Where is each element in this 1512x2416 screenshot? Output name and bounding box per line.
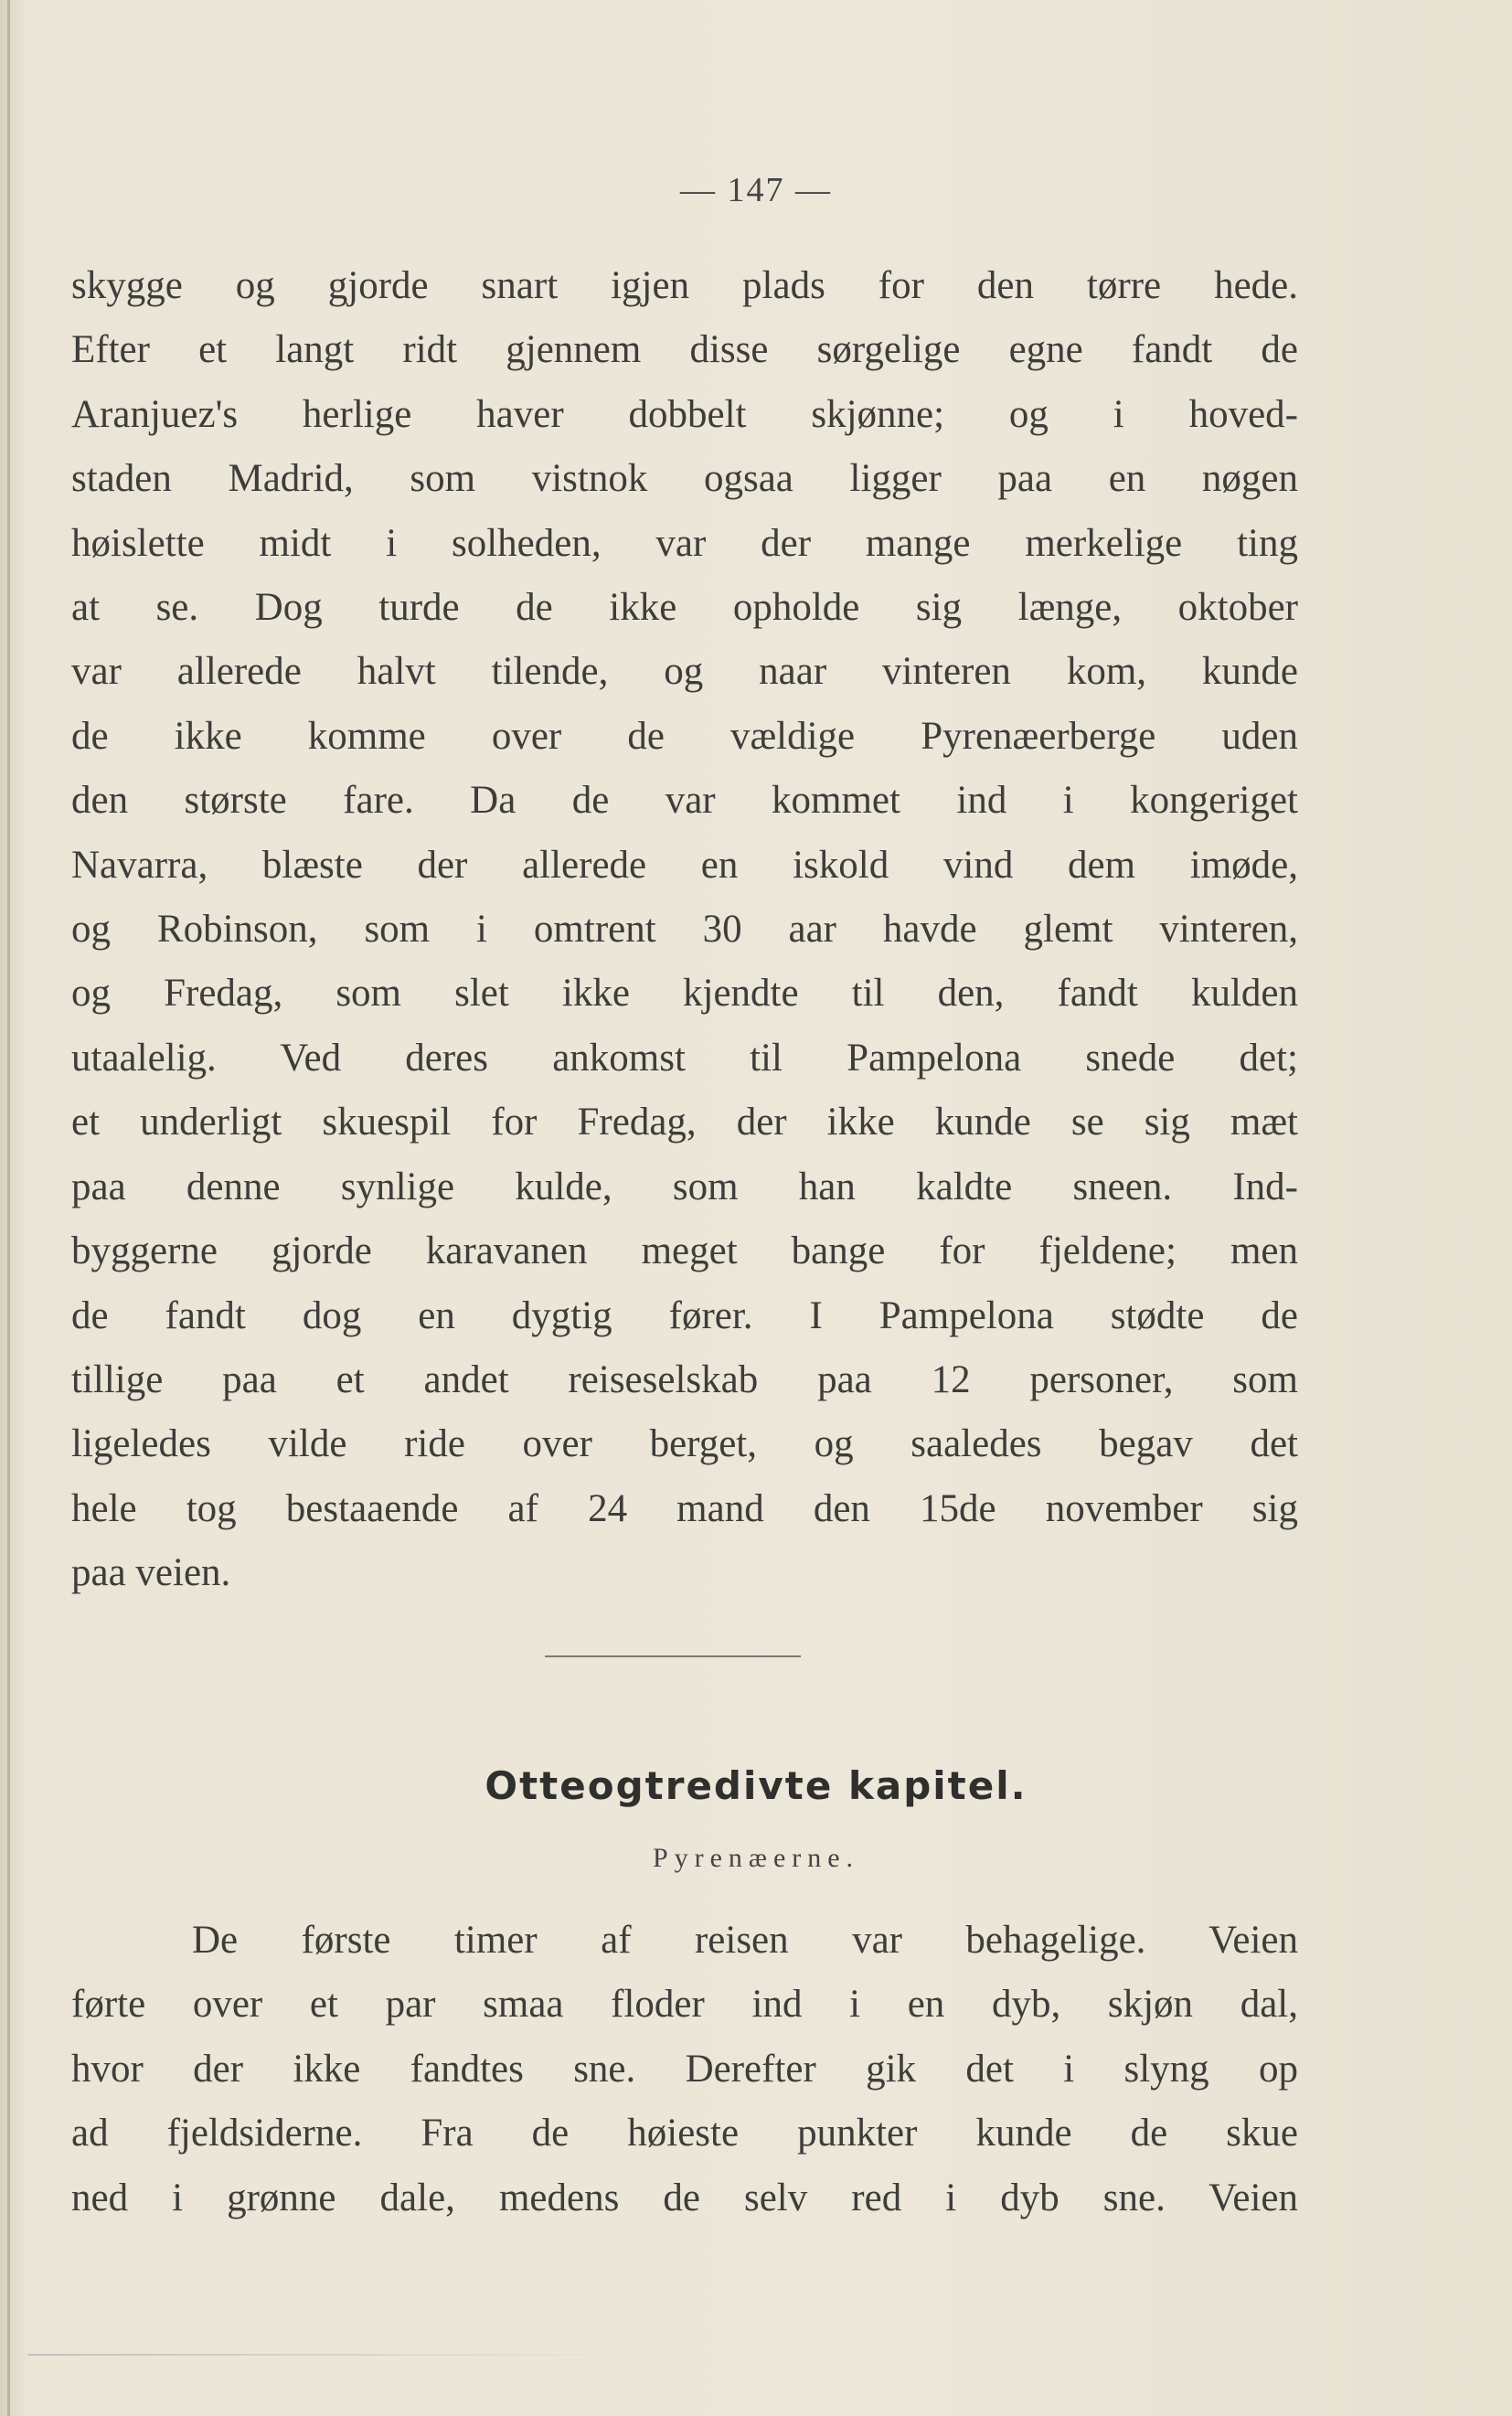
text-line: var allerede halvt tilende, og naar vinteren kom, kunde xyxy=(71,650,1298,694)
text-line: hele tog bestaaende af 24 mand den 15de november sig xyxy=(71,1486,1298,1530)
text-line: ligeledes vilde ride over berget, og saaledes begav det xyxy=(71,1422,1298,1466)
text-line: utaalelig. Ved deres ankomst til Pampelona snede det; xyxy=(71,1036,1298,1080)
text-line: staden Madrid, som vistnok ogsaa ligger paa en nøgen xyxy=(71,457,1298,501)
text-line: byggerne gjorde karavanen meget bange for fjeldene; men xyxy=(71,1229,1298,1273)
text-line: skygge og gjorde snart igjen plads for den tørre hede. xyxy=(71,264,1298,307)
text-line: tillige paa et andet reiseselskab paa 12 personer, som xyxy=(71,1357,1298,1401)
text-line: den største fare. Da de var kommet ind i kongeriget xyxy=(71,779,1298,823)
page-number: — 147 — xyxy=(680,171,832,209)
text-line: paa veien. xyxy=(71,1551,231,1595)
text-line: høislette midt i solheden, var der mange merkelige ting xyxy=(71,521,1298,565)
page-binding-edge xyxy=(7,0,10,2416)
text-line: paa denne synlige kulde, som han kaldte sneen. Ind- xyxy=(71,1165,1298,1208)
chapter-title: Otteogtredivte kapitel. xyxy=(484,1763,1028,1808)
text-line: ad fjeldsiderne. Fra de høieste punkter kunde de skue xyxy=(71,2112,1298,2155)
section-divider xyxy=(545,1655,801,1657)
text-line: de ikke komme over de vældige Pyrenæerberge uden xyxy=(71,714,1298,758)
text-line: Aranjuez's herlige haver dobbelt skjønne; og i hoved- xyxy=(71,392,1298,436)
paragraph-2 xyxy=(71,1909,1298,2230)
text-line: at se. Dog turde de ikke opholde sig længe, oktober xyxy=(71,586,1298,630)
text-line: et underligt skuespil for Fredag, der ikke kunde se sig mæt xyxy=(71,1101,1298,1144)
text-line: De første timer af reisen var behagelige. Veien xyxy=(192,1919,1298,1962)
text-line: ned i grønne dale, medens de selv red i dyb sne. Veien xyxy=(71,2176,1298,2219)
text-line: og Robinson, som i omtrent 30 aar havde glemt vinteren, xyxy=(71,908,1298,952)
text-line: Efter et langt ridt gjennem disse sørgelige egne fandt de xyxy=(71,328,1298,372)
text-line: og Fredag, som slet ikke kjendte til den, fandt kulden xyxy=(71,972,1298,1016)
chapter-subtitle: Pyrenæerne. xyxy=(652,1843,860,1873)
text-line: førte over et par smaa floder ind i en dyb, skjøn dal, xyxy=(71,1983,1298,2027)
paragraph-1 xyxy=(71,254,1298,1606)
text-line: Navarra, blæste der allerede en iskold vind dem imøde, xyxy=(71,843,1298,887)
text-line: de fandt dog en dygtig fører. I Pampelona stødte de xyxy=(71,1293,1298,1337)
scan-artifact xyxy=(27,2354,649,2356)
text-line: hvor der ikke fandtes sne. Derefter gik det i slyng op xyxy=(71,2047,1298,2091)
